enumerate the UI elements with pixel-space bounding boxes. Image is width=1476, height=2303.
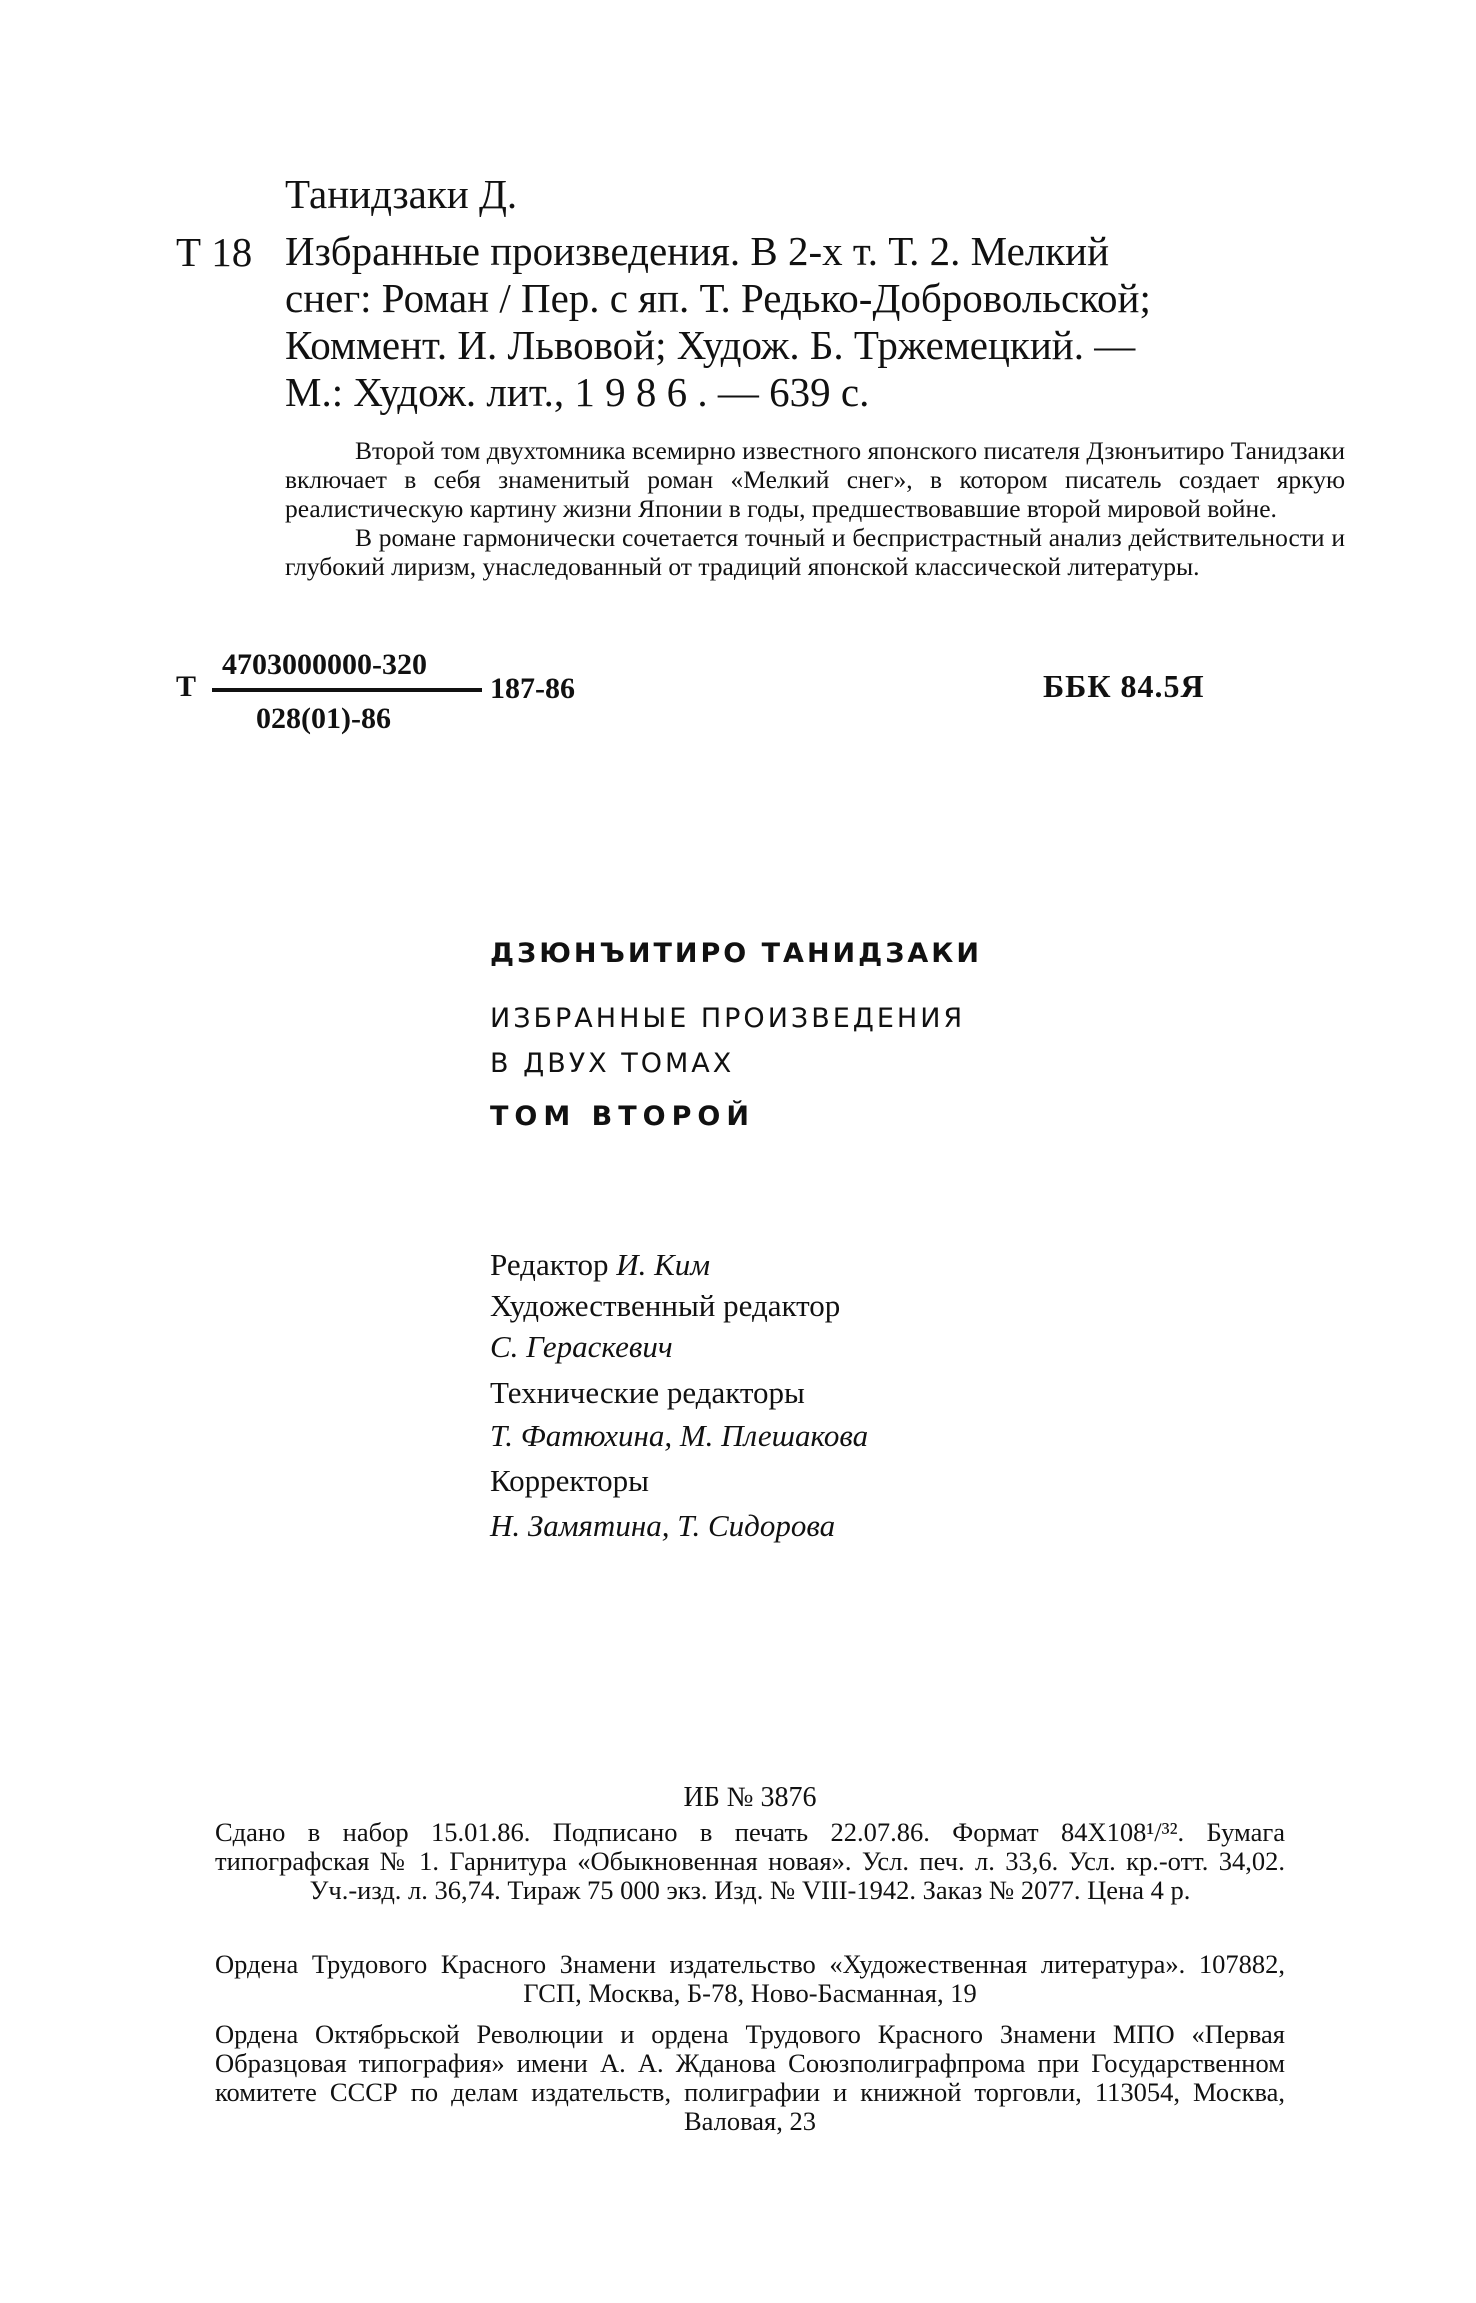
index-code-numerator: 4703000000-320 xyxy=(222,648,427,681)
annotation-paragraph: Второй том двухтомника всемирно известного японского писателя Дзюнъитиро Танидзаки включает в себя знаменитый роман «Мелкий снег», в котором писатель создает яркую реалистическую картину жизни Японии в годы, предшествовавшие второй мировой войне. xyxy=(285,436,1345,523)
catalog-description-line: М.: Худож. лит., 1 9 8 6 . — 639 с. xyxy=(285,369,870,415)
credit-proofreaders-names: Н. Замятина, Т. Сидорова xyxy=(490,1508,836,1543)
book-volume: ТОМ ВТОРОЙ xyxy=(490,1101,755,1132)
credit-editor xyxy=(490,1247,710,1283)
print-details: Сдано в набор 15.01.86. Подписано в печать 22.07.86. Формат 84X108¹/³². Бумага типографская № 1. Гарнитура «Обыкновенная новая». Усл. печ. л. 33,6. Усл. кр.-отт. 34,02. Уч.-изд. л. 36,74. Тираж 75 000 экз. Изд. № VIII-1942. Заказ № 2077. Цена 4 р. xyxy=(215,1817,1285,1905)
ib-number: ИБ № 3876 xyxy=(683,1782,817,1813)
bbk-code: ББК 84.5Я xyxy=(1043,668,1205,704)
credit-tech-editors-role: Технические редакторы xyxy=(490,1375,805,1410)
credit-proofreaders-role: Корректоры xyxy=(490,1463,650,1498)
credit-art-editor-role: Художественный редактор xyxy=(490,1288,841,1323)
catalog-code: Т 18 xyxy=(176,229,253,275)
catalog-description xyxy=(285,228,1345,416)
credit-tech-editors-names: Т. Фатюхина, М. Плешакова xyxy=(490,1418,869,1453)
index-code-letter: Т xyxy=(176,670,197,703)
catalog-description-line: снег: Роман / Пер. с яп. Т. Редько-Добровольской; xyxy=(285,275,1151,321)
credit-art-editor-name: С. Гераскевич xyxy=(490,1329,673,1364)
credit-editor-role: Редактор xyxy=(490,1247,609,1282)
index-code-suffix: 187-86 xyxy=(490,672,575,705)
annotation xyxy=(285,436,1345,581)
book-series-line1: ИЗБРАННЫЕ ПРОИЗВЕДЕНИЯ xyxy=(490,1003,966,1034)
index-code-fraction-line xyxy=(212,688,482,692)
catalog-description-line: Коммент. И. Львовой; Худож. Б. Тржемецкий. — xyxy=(285,322,1136,368)
book-author: ДЗЮНЪИТИРО ТАНИДЗАКИ xyxy=(490,938,982,969)
catalog-author: Танидзаки Д. xyxy=(285,171,518,217)
publisher-info: Ордена Трудового Красного Знамени издательство «Художественная литература». 107882, ГСП, Москва, Б-78, Ново-Басманная, 19 xyxy=(215,1949,1285,2008)
book-series-line2: В ДВУХ ТОМАХ xyxy=(490,1048,735,1079)
annotation-paragraph: В романе гармонически сочетается точный и беспристрастный анализ действительности и глубокий лиризм, унаследованный от традиций японской классической литературы. xyxy=(285,523,1345,581)
printer-info: Ордена Октябрьской Революции и ордена Трудового Красного Знамени МПО «Первая Образцовая типография» имени А. А. Жданова Союзполиграфпрома при Государственном комитете СССР по делам издательств, полиграфии и книжной торговли, 113054, Москва, Валовая, 23 xyxy=(215,2019,1285,2136)
credit-editor-name: И. Ким xyxy=(616,1247,711,1282)
catalog-description-line: Избранные произведения. В 2-х т. Т. 2. Мелкий xyxy=(285,228,1110,274)
index-code-denominator: 028(01)-86 xyxy=(256,702,391,735)
